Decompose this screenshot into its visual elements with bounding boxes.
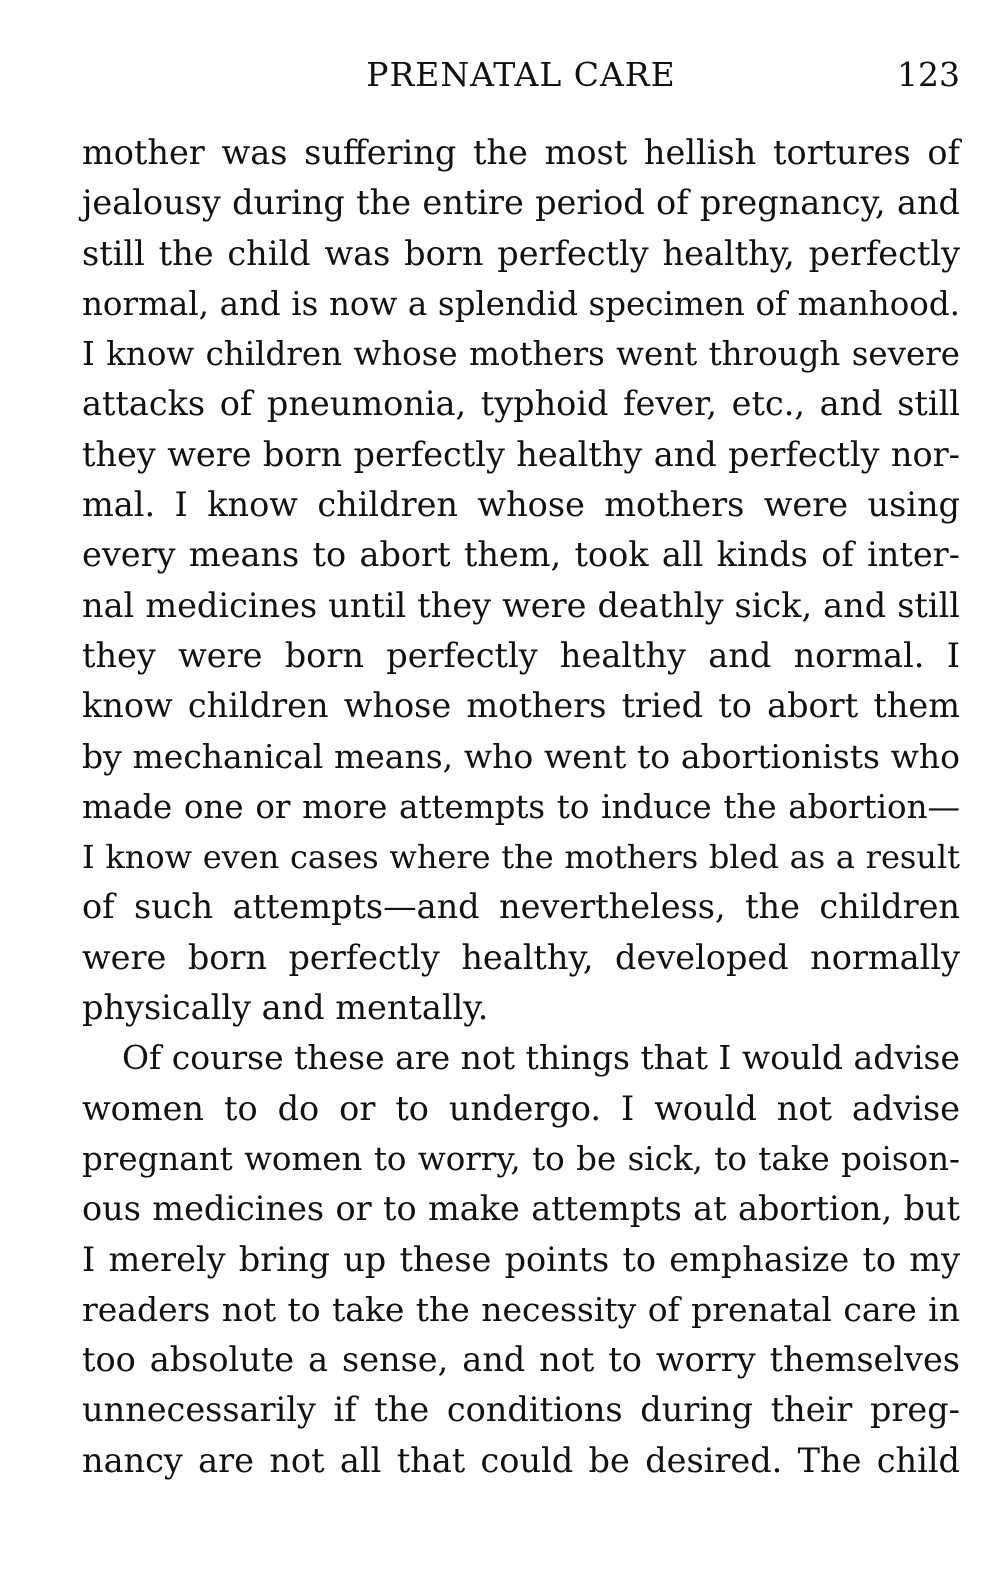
running-head (82, 52, 960, 98)
text-line: unnecessarily if the conditions during their preg- (82, 1390, 960, 1430)
text-line: too absolute a sense, and not to worry themselves (82, 1340, 960, 1380)
text-line: ous medicines or to make attempts at abortion, but (82, 1189, 960, 1229)
text-line: pregnant women to worry, to be sick, to take poison- (82, 1139, 960, 1178)
running-title: PRENATAL CARE (366, 55, 676, 94)
text-line: jealousy during the entire period of pregnancy, and (82, 183, 960, 223)
text-line: they were born perfectly healthy and normal. I (82, 635, 960, 675)
text-line: every means to abort them, took all kinds of inter- (82, 535, 960, 575)
text-line: nal medicines until they were deathly sick, and still (82, 585, 960, 625)
text-line: women to do or to undergo. I would not advise (82, 1088, 960, 1128)
text-line: I merely bring up these points to emphasize to my (82, 1239, 960, 1279)
text-line: physically and mentally. (82, 988, 489, 1028)
text-line: Of course these are not things that I would advise (122, 1038, 960, 1078)
paragraph-2 (82, 1033, 960, 1486)
text-line: still the child was born perfectly healthy, perfectly (82, 233, 960, 273)
text-line: I know even cases where the mothers bled as a result (82, 838, 960, 877)
text-line: normal, and is now a splendid specimen of manhood. (82, 284, 960, 323)
text-line: readers not to take the necessity of prenatal care in (82, 1289, 960, 1329)
paragraph-1 (82, 128, 960, 1033)
text-line: were born perfectly healthy, developed normally (82, 937, 960, 977)
page-number: 123 (897, 55, 960, 94)
text-line: mother was suffering the most hellish tortures of (82, 133, 960, 172)
text-line: mal. I know children whose mothers were using (82, 485, 960, 525)
text-line: I know children whose mothers went through severe (82, 335, 960, 374)
text-line: nancy are not all that could be desired. The child (82, 1440, 960, 1480)
text-line: made one or more attempts to induce the abortion— (82, 787, 960, 826)
text-line: by mechanical means, who went to abortionists who (82, 736, 960, 776)
text-line: of such attempts—and nevertheless, the children (82, 887, 960, 927)
text-line: know children whose mothers tried to abort them (82, 686, 960, 726)
text-line: attacks of pneumonia, typhoid fever, etc., and still (82, 384, 960, 424)
text-line: they were born perfectly healthy and perfectly nor- (82, 434, 960, 474)
body-text (82, 128, 960, 1486)
